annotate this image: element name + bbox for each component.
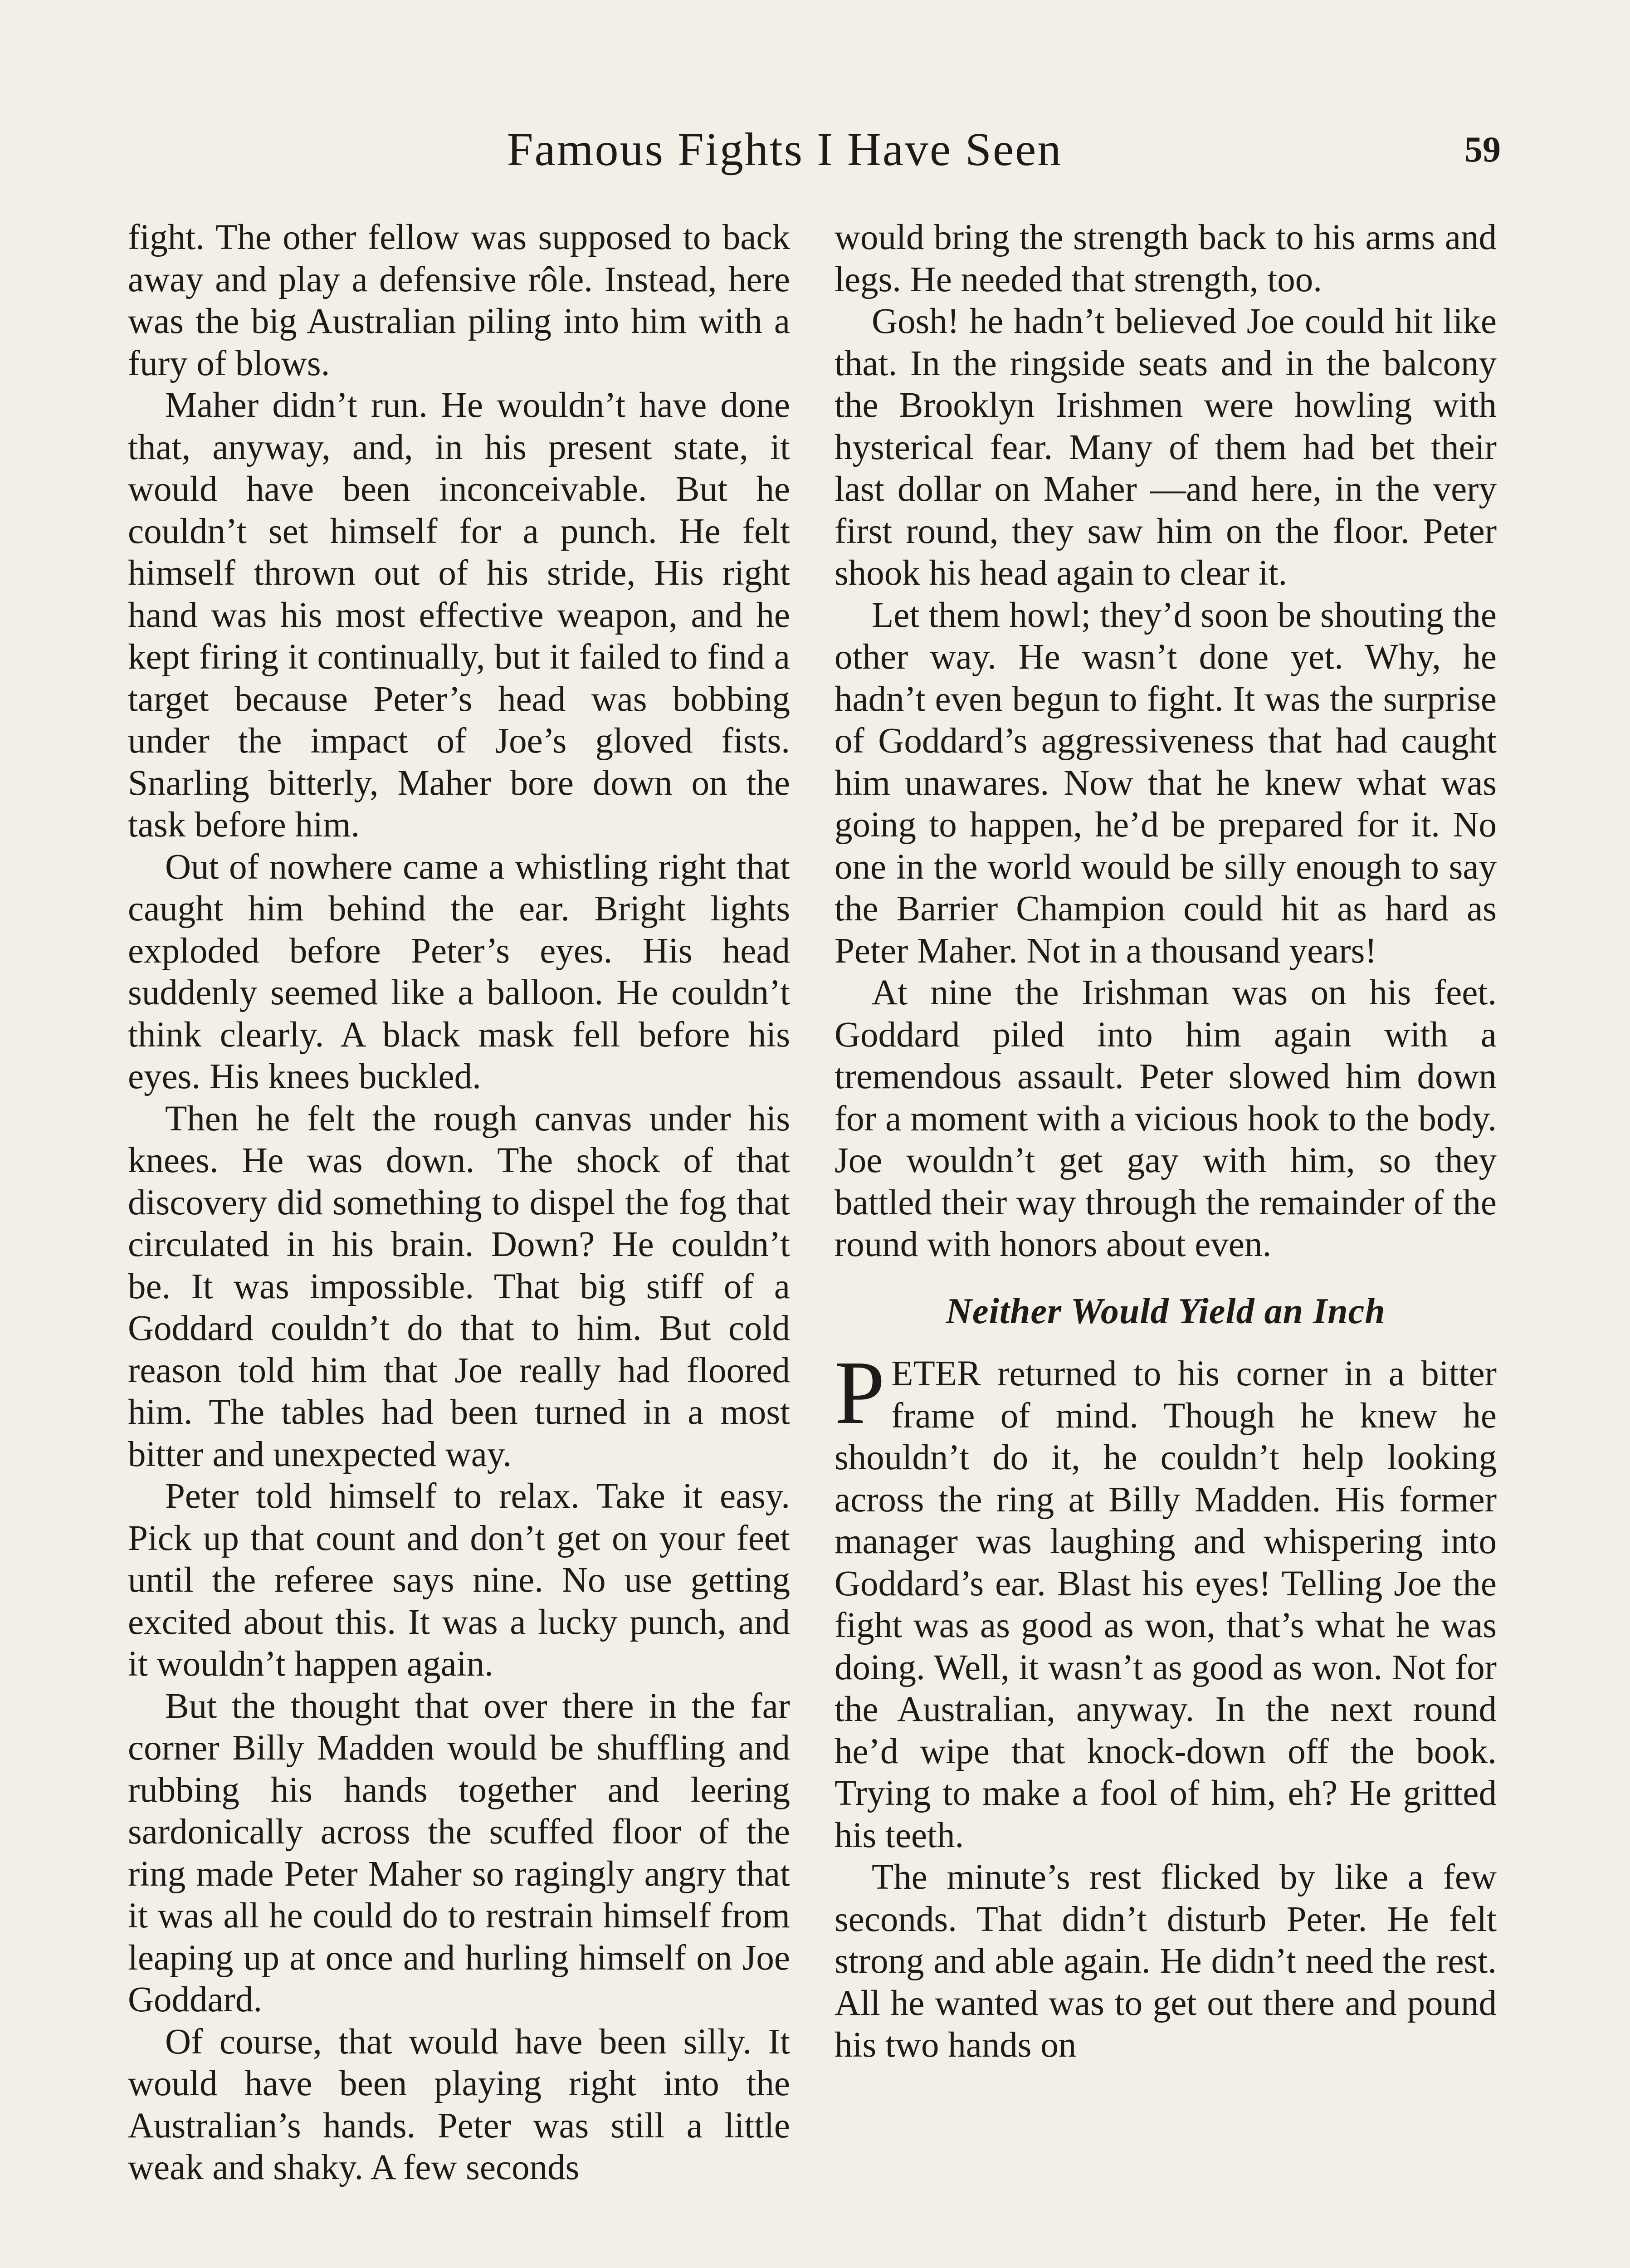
- left-column: [128, 217, 790, 2189]
- paragraph: Of course, that would have been silly. It would have been playing right into the Australian’s hands. Peter was still a little weak and shaky. A few seconds: [128, 2022, 790, 2187]
- paragraph: The minute’s rest flicked by like a few seconds. That didn’t disturb Peter. He felt strong and able again. He didn’t need the rest. All he wanted was to get out there and pound his two hands on: [835, 1857, 1497, 2065]
- paragraph: Maher didn’t run. He wouldn’t have done that, anyway, and, in his present state, it would have been inconceivable. But he couldn’t set himself for a punch. He felt himself thrown out of his stride, His right hand was his most effective weapon, and he kept firing it continually, but it failed to find a target because Peter’s head was bobbing under the impact of Joe’s gloved fists. Snarling bitterly, Maher bore down on the task before him.: [128, 386, 790, 845]
- drop-cap: P: [835, 1343, 885, 1443]
- running-title: Famous Fights I Have Seen: [507, 123, 1063, 176]
- page-number: 59: [1464, 130, 1501, 170]
- paragraph: At nine the Irishman was on his feet. Goddard piled into him again with a tremendous assault. Peter slowed him down for a moment with a vicious hook to the body. Joe wouldn’t get gay with him, so they battled their way through the remainder of the round with honors about even.: [835, 973, 1497, 1264]
- dropcap-paragraph: [835, 1343, 1497, 1857]
- paragraph: would bring the strength back to his arms and legs. He needed that strength, too.: [835, 218, 1497, 299]
- paragraph: fight. The other fellow was supposed to back away and play a defensive rôle. Instead, here was the big Australian piling into him with a fury of blows.: [128, 218, 790, 383]
- paragraph: Peter told himself to relax. Take it easy. Pick up that count and don’t get on your feet until the referee says nine. No use getting excited about this. It was a lucky punch, and it wouldn’t happen again.: [128, 1476, 790, 1684]
- dropcap-continuation: ETER: [891, 1354, 981, 1393]
- section-subheading: Neither Would Yield an Inch: [946, 1291, 1386, 1331]
- paragraph: Then he felt the rough canvas under his knees. He was down. The shock of that discovery did something to dispel the fog that circulated in his brain. Down? He couldn’t be. It was impossible. That big stiff of a Goddard couldn’t do that to him. But cold reason told him that Joe really had floored him. The tables had been turned in a most bitter and unexpected way.: [128, 1099, 790, 1474]
- paragraph: Let them howl; they’d soon be shouting the other way. He wasn’t done yet. Why, he hadn’t even begun to fight. It was the surprise of Goddard’s aggressiveness that had caught him unawares. Now that he knew what was going to happen, he’d be prepared for it. No one in the world would be silly enough to say the Barrier Champion could hit as hard as Peter Maher. Not in a thousand years!: [835, 595, 1497, 971]
- right-column: [835, 217, 1497, 2067]
- paragraph: Out of nowhere came a whistling right that caught him behind the ear. Bright lights exploded before Peter’s eyes. His head suddenly seemed like a balloon. He couldn’t think clearly. A black mask fell before his eyes. His knees buckled.: [128, 847, 790, 1096]
- paragraph: But the thought that over there in the far corner Billy Madden would be shuffling and rubbing his hands together and leering sardonically across the scuffed floor of the ring made Peter Maher so ragingly angry that it was all he could do to restrain himself from leaping up at once and hurling himself on Joe Goddard.: [128, 1686, 790, 2019]
- paragraph-text: returned to his corner in a bitter frame of mind. Though he knew he shouldn’t do it, he couldn’t help looking across the ring at Billy Madden. His former manager was laughing and whispering into Goddard’s ear. Blast his eyes! Telling Joe the fight was as good as won, that’s what he was doing. Well, it wasn’t as good as won. Not for the Australian, anyway. In the next round he’d wipe that knock-down off the book. Trying to make a fool of him, eh? He gritted his teeth.: [835, 1354, 1497, 1855]
- running-head: [0, 120, 1630, 179]
- paragraph: Gosh! he hadn’t believed Joe could hit like that. In the ringside seats and in the balcony the Brooklyn Irishmen were howling with hysterical fear. Many of them had bet their last dollar on Maher —and here, in the very first round, they saw him on the floor. Peter shook his head again to clear it.: [835, 302, 1497, 593]
